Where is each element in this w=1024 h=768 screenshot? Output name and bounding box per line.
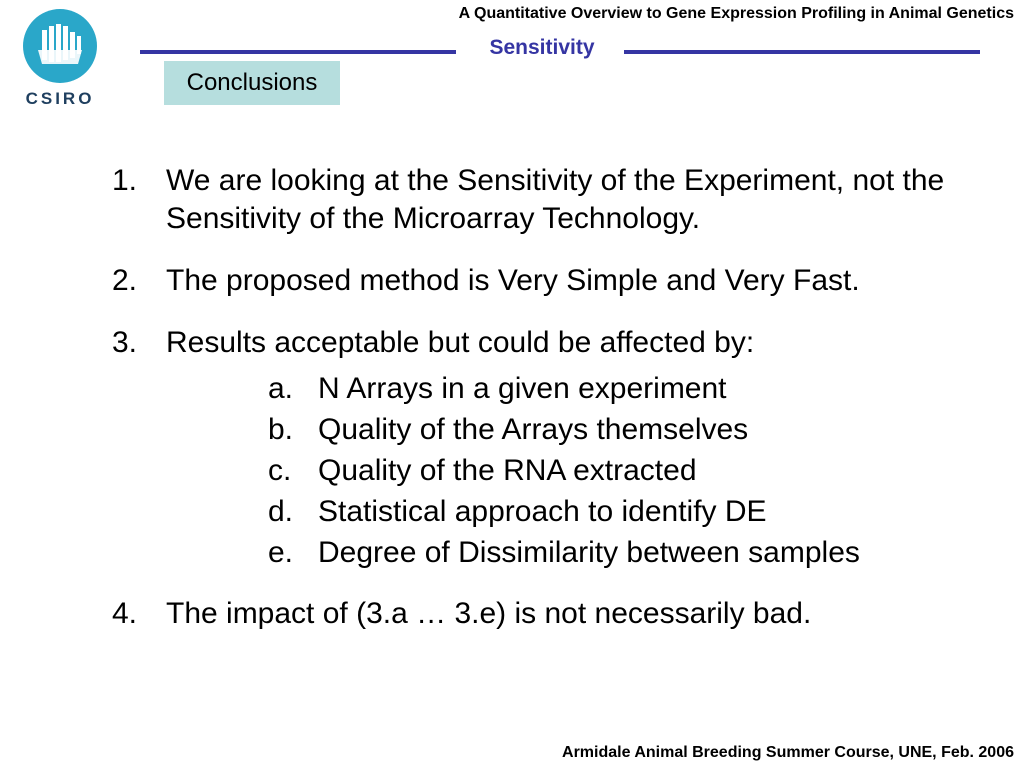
list-item: [112, 324, 992, 362]
footer-text: Armidale Animal Breeding Summer Course, UNE, Feb. 2006: [562, 744, 1014, 761]
sub-list-item: [268, 532, 992, 573]
section-title: Sensitivity: [489, 36, 595, 59]
list-item: [112, 595, 992, 633]
sub-item-letter: d.: [268, 495, 294, 528]
presentation-title: A Quantitative Overview to Gene Expression Profiling in Animal Genetics: [458, 5, 1014, 22]
item-text: The impact of (3.a … 3.e) is not necessarily bad.: [166, 597, 812, 630]
sub-item-letter: c.: [268, 454, 292, 487]
sub-item-text: Quality of the RNA extracted: [318, 454, 697, 487]
sub-item-text: N Arrays in a given experiment: [318, 372, 727, 405]
item-number: 1.: [112, 164, 138, 197]
sub-item-letter: b.: [268, 413, 294, 446]
csiro-logo: [18, 6, 102, 108]
item-text: Results acceptable but could be affected by:: [166, 326, 755, 359]
sub-list-item: [268, 368, 992, 409]
item-number: 4.: [112, 597, 138, 630]
sub-item-letter: a.: [268, 372, 294, 405]
sub-list-item: [268, 450, 992, 491]
csiro-logo-text: CSIRO: [25, 89, 95, 108]
conclusions-tag: Conclusions: [164, 61, 340, 105]
header-rule-right: [624, 50, 980, 54]
list-item: [112, 262, 992, 300]
item-number: 3.: [112, 326, 138, 359]
sub-item-text: Quality of the Arrays themselves: [318, 413, 749, 446]
item-number: 2.: [112, 264, 138, 297]
sub-list: [112, 368, 992, 573]
sub-item-text: Statistical approach to identify DE: [318, 495, 767, 528]
sub-list-container: [112, 368, 992, 573]
sub-item-text: Degree of Dissimilarity between samples: [318, 536, 860, 569]
header-rule-left: [140, 50, 456, 54]
item-text: We are looking at the Sensitivity of the Experiment, not the Sensitivity of the Microarray Technology.: [166, 164, 945, 235]
list-item: [112, 162, 992, 238]
conclusions-list: [112, 162, 992, 657]
sub-list-item: [268, 491, 992, 532]
sub-item-letter: e.: [268, 536, 294, 569]
sub-list-item: [268, 409, 992, 450]
item-text: The proposed method is Very Simple and Very Fast.: [166, 264, 860, 297]
